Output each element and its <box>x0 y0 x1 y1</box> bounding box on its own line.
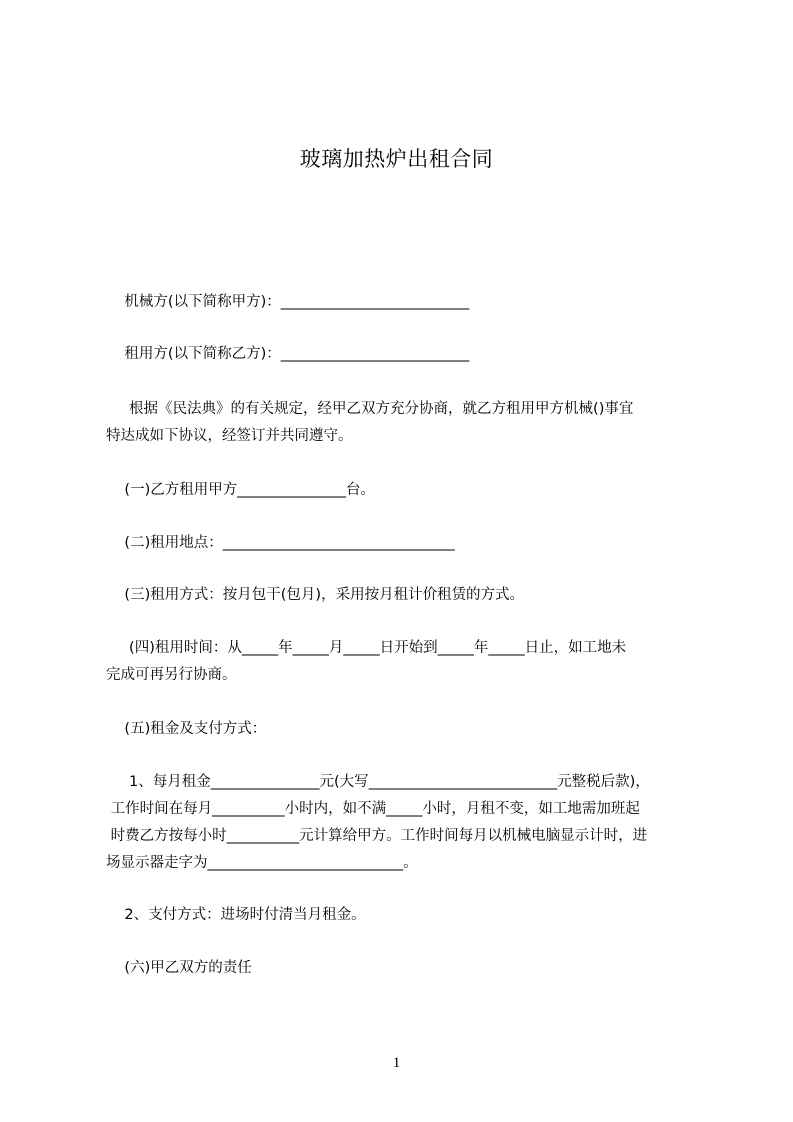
clause-6-heading: (六)甲乙双方的责任 <box>106 960 252 976</box>
clause-1: (一)乙方租用甲方_______________台。 <box>106 482 375 498</box>
clause-3: (三)租用方式：按月包干(包月)，采用按月租计价租赁的方式。 <box>106 587 525 603</box>
rent-line-2: 工作时间在每月__________小时内，如不满_____小时，月租不变，如工地需加班起 <box>106 801 640 817</box>
rent-line-3: 时费乙方按每小时__________元计算给甲方。工作时间每月以机械电脑显示计时，进 <box>106 828 648 844</box>
intro-line-1: 根据《民法典》的有关规定，经甲乙双方充分协商，就乙方租用甲方机械()事宜 <box>106 401 634 417</box>
payment-method-line: 2、支付方式：进场时付清当月租金。 <box>106 907 366 923</box>
party-b-line: 租用方(以下简称乙方)：__________________________ <box>106 346 470 362</box>
party-a-line: 机械方(以下简称甲方)：__________________________ <box>106 294 470 310</box>
intro-line-2: 特达成如下协议，经签订并共同遵守。 <box>106 428 353 444</box>
clause-5-heading: (五)租金及支付方式： <box>106 721 267 737</box>
rent-line-4: 场显示器走字为___________________________。 <box>106 855 418 871</box>
document-title: 玻璃加热炉出租合同 <box>299 147 494 171</box>
clause-4-line-1: (四)租用时间：从_____年_____月_____日开始到_____年_____日止，如工地未 <box>106 640 627 656</box>
clause-2: (二)租用地点：________________________________ <box>106 535 455 551</box>
rent-line-1: 1、每月租金_______________元(大写__________________________元整税后款)， <box>106 774 650 790</box>
clause-4-line-2: 完成可再另行协商。 <box>106 667 237 683</box>
page-number: 1 <box>392 1055 401 1071</box>
